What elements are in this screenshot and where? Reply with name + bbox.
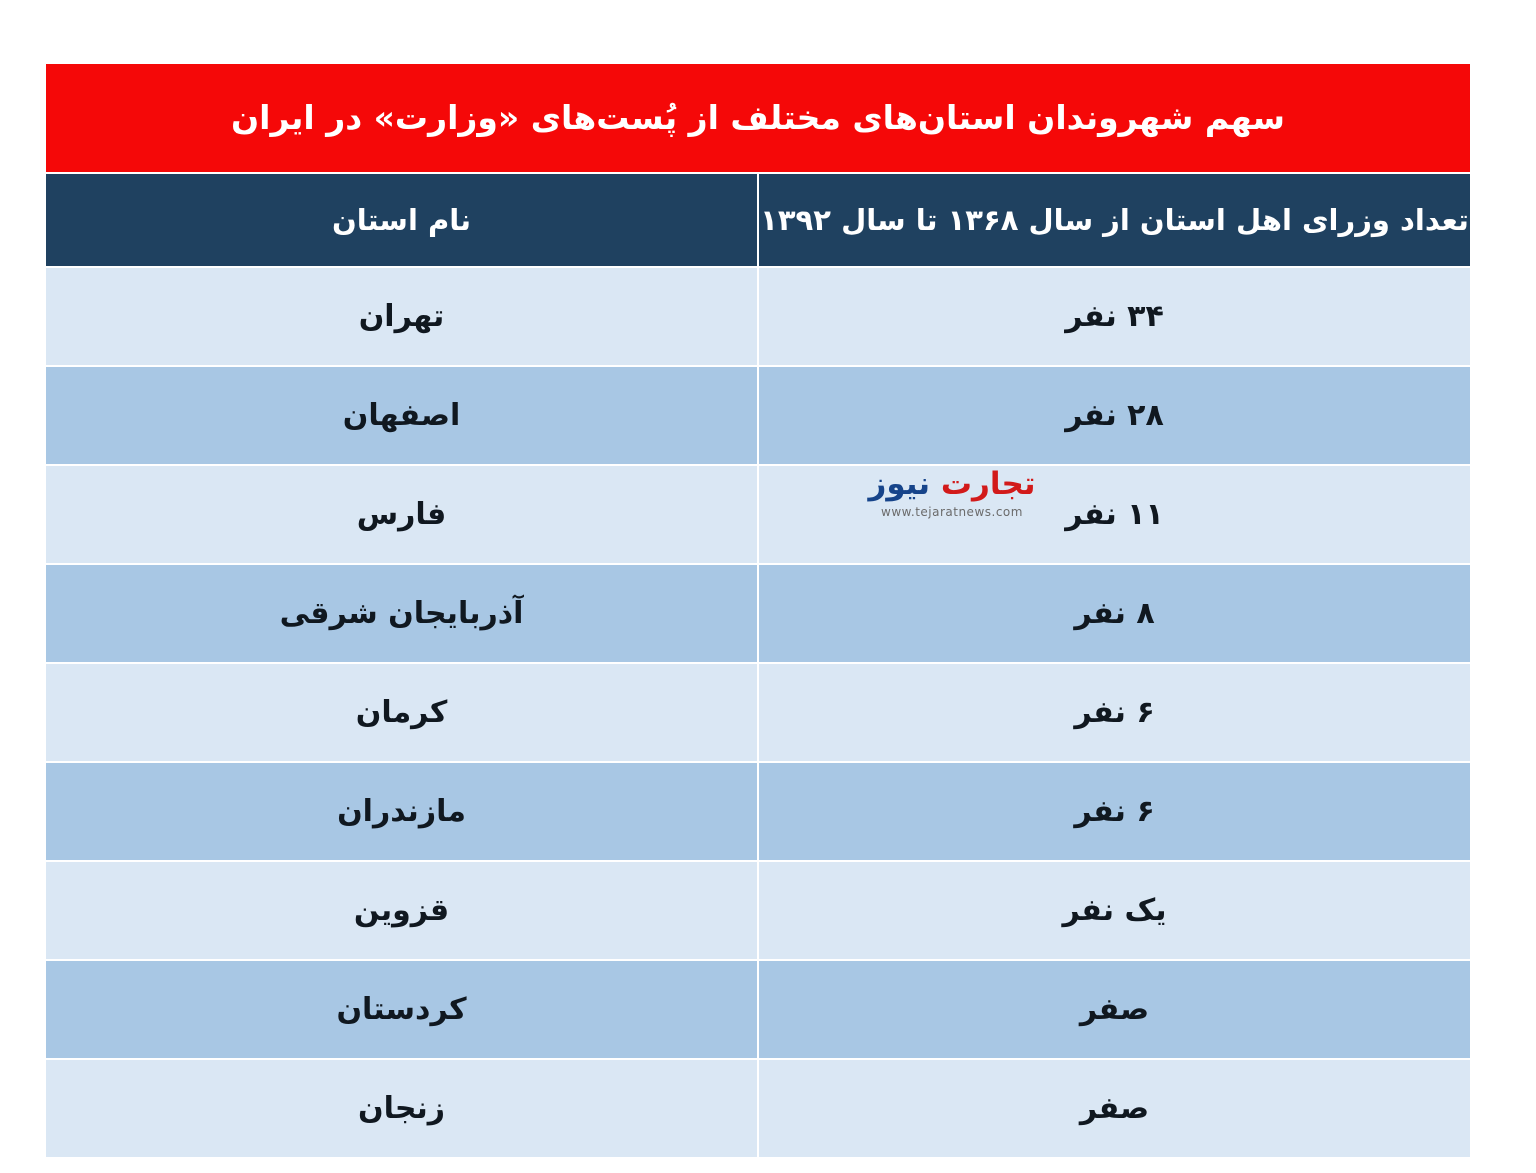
table-row: [45, 861, 1471, 960]
column-header-province: نام استان: [45, 173, 758, 267]
cell-province: آذربایجان شرقی: [45, 564, 758, 663]
table-body: [45, 63, 1471, 1158]
table-row: [45, 663, 1471, 762]
table-row: [45, 465, 1471, 564]
cell-count: صفر: [758, 960, 1471, 1059]
ministers-by-province-table: [44, 62, 1472, 1140]
cell-province: کرمان: [45, 663, 758, 762]
cell-count: ۶ نفر: [758, 663, 1471, 762]
cell-count: ۲۸ نفر: [758, 366, 1471, 465]
page-title: سهم شهروندان استان‌های مختلف از پُست‌های «وزارت» در ایران: [45, 63, 1471, 173]
table-row: [45, 960, 1471, 1059]
cell-count: ۳۴ نفر: [758, 267, 1471, 366]
cell-count: صفر: [758, 1059, 1471, 1158]
data-table: [44, 62, 1472, 1159]
cell-count: یک نفر: [758, 861, 1471, 960]
cell-province: قزوین: [45, 861, 758, 960]
cell-province: تهران: [45, 267, 758, 366]
cell-province: مازندران: [45, 762, 758, 861]
table-row: [45, 564, 1471, 663]
cell-count: ۱۱ نفر: [758, 465, 1471, 564]
cell-count: ۸ نفر: [758, 564, 1471, 663]
watermark-brand-part2: نیوز: [868, 466, 931, 502]
title-row: [45, 63, 1471, 173]
cell-province: کردستان: [45, 960, 758, 1059]
table-row: [45, 1059, 1471, 1158]
watermark-url: www.tejaratnews.com: [881, 504, 1023, 519]
table-row: [45, 267, 1471, 366]
cell-province: اصفهان: [45, 366, 758, 465]
header-row: [45, 173, 1471, 267]
cell-province: زنجان: [45, 1059, 758, 1158]
cell-province: فارس: [45, 465, 758, 564]
watermark-brand-part1: تجارت: [940, 466, 1036, 502]
cell-count: ۶ نفر: [758, 762, 1471, 861]
table-row: [45, 366, 1471, 465]
column-header-count: تعداد وزرای اهل استان از سال ۱۳۶۸ تا سال ۱۳۹۲: [758, 173, 1471, 267]
table-row: [45, 762, 1471, 861]
